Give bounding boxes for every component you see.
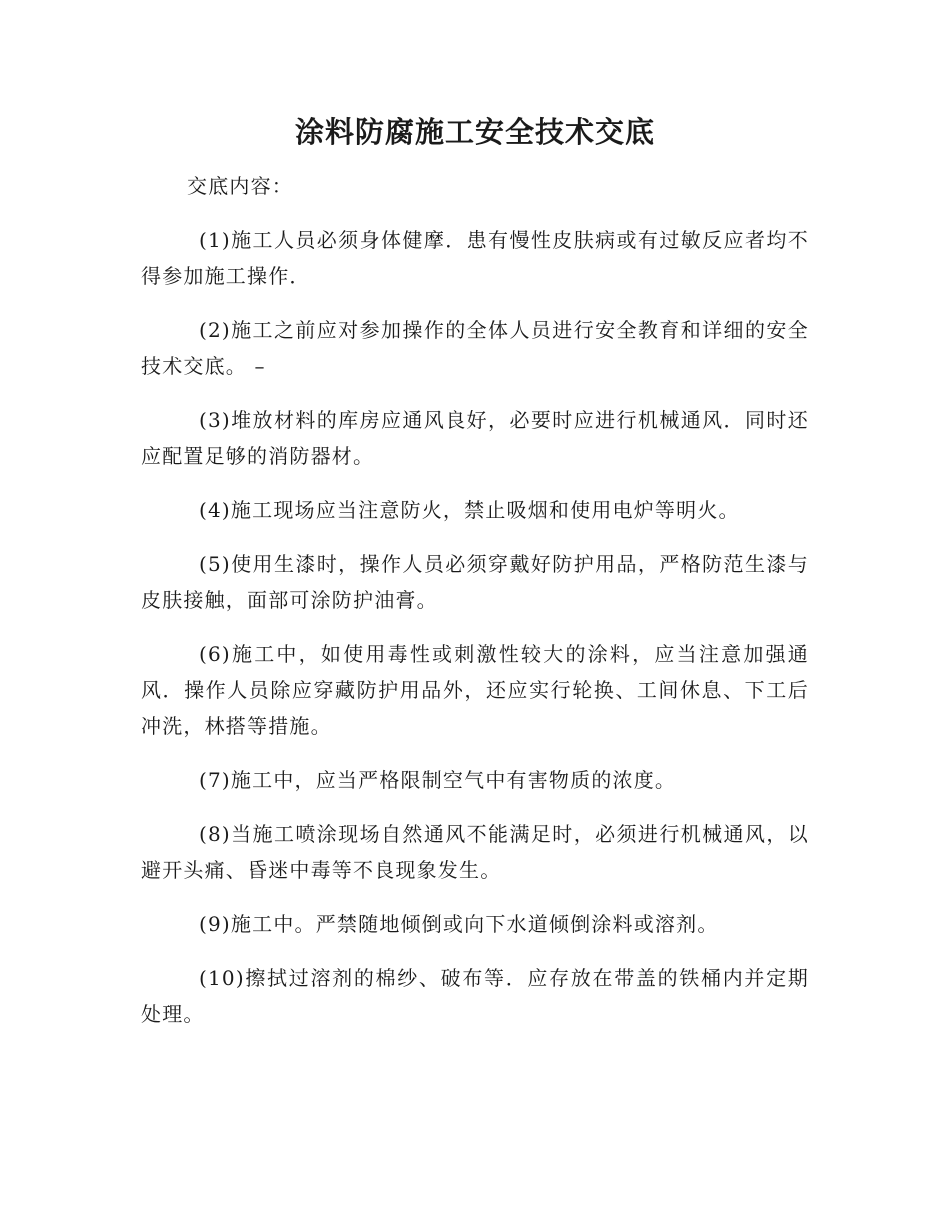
clause-10: (10)擦拭过溶剂的棉纱、破布等．应存放在带盖的铁桶内并定期处理。 <box>141 966 809 1026</box>
clause-2: (2)施工之前应对参加操作的全体人员进行安全教育和详细的安全技术交底。 – <box>141 318 809 378</box>
clause-9: (9)施工中。严禁随地倾倒或向下水道倾倒涂料或溶剂。 <box>199 912 719 936</box>
clause-4: (4)施工现场应当注意防火，禁止吸烟和使用电炉等明火。 <box>199 498 740 522</box>
document-body <box>141 168 809 1050</box>
clause-7: (7)施工中，应当严格限制空气中有害物质的浓度。 <box>199 768 677 792</box>
clause-5: (5)使用生漆时，操作人员必须穿戴好防护用品，严格防范生漆与皮肤接触，面部可涂防护油膏。 <box>141 552 809 612</box>
clause-1: (1)施工人员必须身体健摩．患有慢性皮肤病或有过敏反应者均不得参加施工操作． <box>141 228 809 288</box>
clause-3: (3)堆放材料的库房应通风良好，必要时应进行机械通风．同时还应配置足够的消防器材。 <box>141 408 809 468</box>
clause-8: (8)当施工喷涂现场自然通风不能满足时，必须进行机械通风，以避开头痛、昏迷中毒等不良现象发生。 <box>141 822 809 882</box>
document-title: 涂料防腐施工安全技术交底 <box>294 115 655 149</box>
clause-6: (6)施工中，如使用毒性或刺激性较大的涂料，应当注意加强通风．操作人员除应穿藏防护用品外，还应实行轮换、工间休息、下工后冲洗，林搭等措施。 <box>141 642 809 738</box>
intro-label: 交底内容： <box>187 174 293 198</box>
